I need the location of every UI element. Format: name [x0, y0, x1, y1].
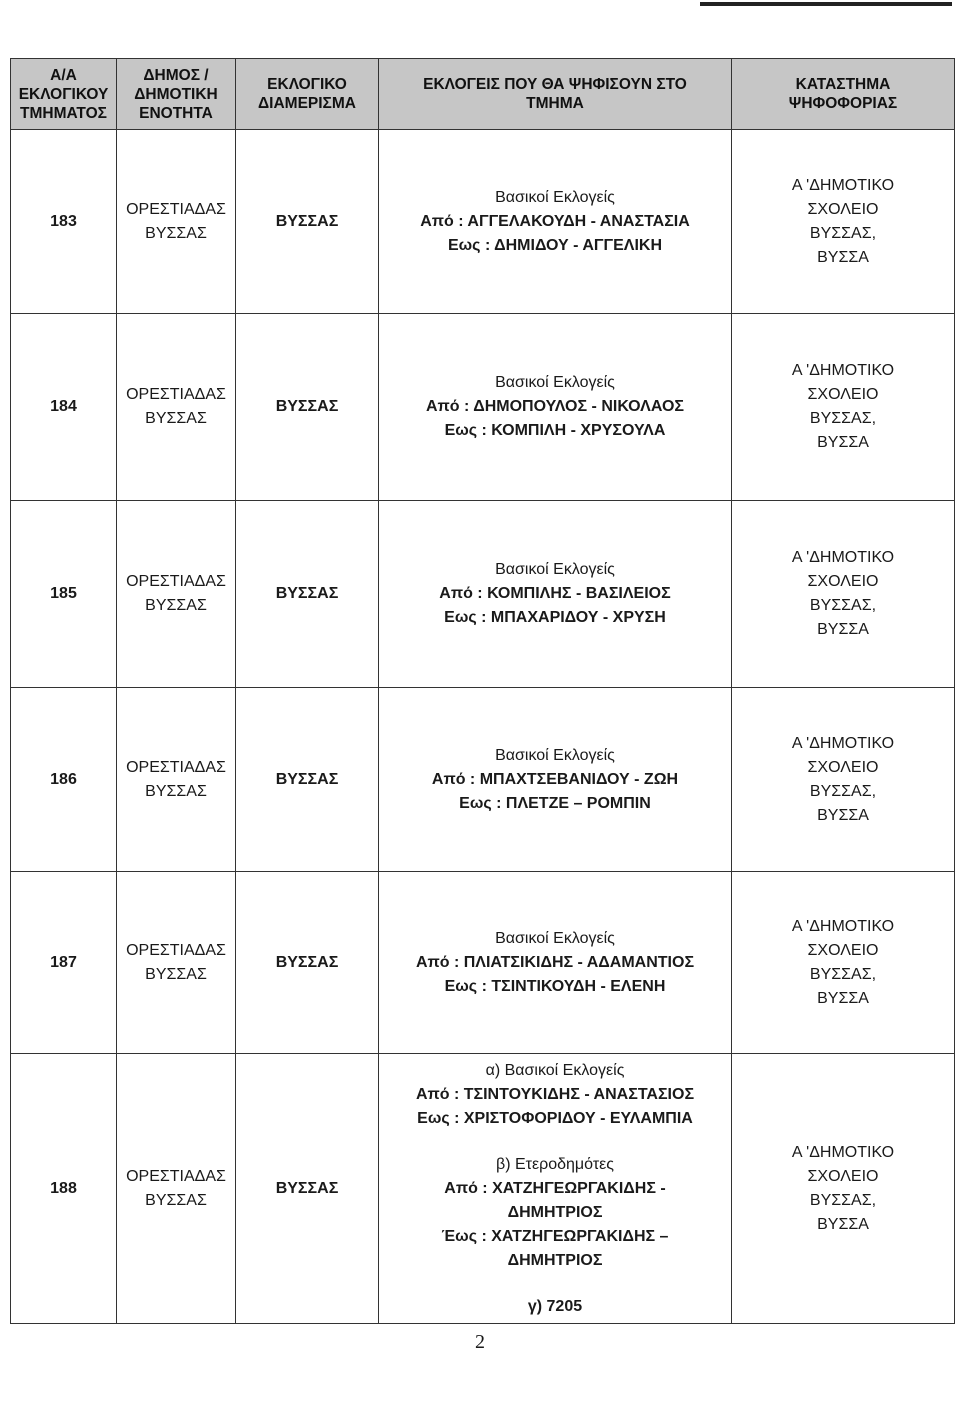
row-diamerisma: ΒΥΣΣΑΣ: [236, 130, 379, 314]
row-number: 188: [11, 1054, 117, 1324]
header-aa: Α/Α ΕΚΛΟΓΙΚΟΥ ΤΜΗΜΑΤΟΣ: [11, 59, 117, 130]
row-dimos: ΟΡΕΣΤΙΑΔΑΣ ΒΥΣΣΑΣ: [117, 1054, 236, 1324]
row-voters: Βασικοί Εκλογείς Από : ΜΠΑΧΤΣΕΒΑΝΙΔΟΥ - ΖΩΗ Εως : ΠΛΕΤΖΕ – ΡΟΜΠΙΝ: [379, 688, 732, 872]
table-row: [11, 130, 955, 314]
top-scan-line: [700, 2, 952, 6]
row-diamerisma: ΒΥΣΣΑΣ: [236, 314, 379, 501]
row-voters: Βασικοί Εκλογείς Από : ΔΗΜΟΠΟΥΛΟΣ - ΝΙΚΟΛΑΟΣ Εως : ΚΟΜΠΙΛΗ - ΧΡΥΣΟΥΛΑ: [379, 314, 732, 501]
table-row: [11, 501, 955, 688]
row-number: 183: [11, 130, 117, 314]
row-diamerisma: ΒΥΣΣΑΣ: [236, 688, 379, 872]
row-dimos: ΟΡΕΣΤΙΑΔΑΣ ΒΥΣΣΑΣ: [117, 688, 236, 872]
row-store: Α 'ΔΗΜΟΤΙΚΟ ΣΧΟΛΕΙΟ ΒΥΣΣΑΣ, ΒΥΣΣΑ: [732, 688, 955, 872]
row-store: Α 'ΔΗΜΟΤΙΚΟ ΣΧΟΛΕΙΟ ΒΥΣΣΑΣ, ΒΥΣΣΑ: [732, 1054, 955, 1324]
row-number: 187: [11, 872, 117, 1054]
row-dimos: ΟΡΕΣΤΙΑΔΑΣ ΒΥΣΣΑΣ: [117, 130, 236, 314]
table-row: [11, 872, 955, 1054]
table-row: [11, 688, 955, 872]
row-diamerisma: ΒΥΣΣΑΣ: [236, 872, 379, 1054]
row-voters: Βασικοί Εκλογείς Από : ΠΛΙΑΤΣΙΚΙΔΗΣ - ΑΔΑΜΑΝΤΙΟΣ Εως : ΤΣΙΝΤΙΚΟΥΔΗ - ΕΛΕΝΗ: [379, 872, 732, 1054]
row-voters: Βασικοί Εκλογείς Από : ΑΓΓΕΛΑΚΟΥΔΗ - ΑΝΑΣΤΑΣΙΑ Εως : ΔΗΜΙΔΟΥ - ΑΓΓΕΛΙΚΗ: [379, 130, 732, 314]
row-voters: Βασικοί Εκλογείς Από : ΚΟΜΠΙΛΗΣ - ΒΑΣΙΛΕΙΟΣ Εως : ΜΠΑΧΑΡΙΔΟΥ - ΧΡΥΣΗ: [379, 501, 732, 688]
row-store: Α 'ΔΗΜΟΤΙΚΟ ΣΧΟΛΕΙΟ ΒΥΣΣΑΣ, ΒΥΣΣΑ: [732, 872, 955, 1054]
header-diamerisma: ΕΚΛΟΓΙΚΟ ΔΙΑΜΕΡΙΣΜΑ: [236, 59, 379, 130]
header-dimos: ΔΗΜΟΣ / ΔΗΜΟΤΙΚΗ ΕΝΟΤΗΤΑ: [117, 59, 236, 130]
row-dimos: ΟΡΕΣΤΙΑΔΑΣ ΒΥΣΣΑΣ: [117, 872, 236, 1054]
header-store: ΚΑΤΑΣΤΗΜΑ ΨΗΦΟΦΟΡΙΑΣ: [732, 59, 955, 130]
row-store: Α 'ΔΗΜΟΤΙΚΟ ΣΧΟΛΕΙΟ ΒΥΣΣΑΣ, ΒΥΣΣΑ: [732, 501, 955, 688]
row-diamerisma: ΒΥΣΣΑΣ: [236, 501, 379, 688]
row-voters: α) Βασικοί Εκλογείς Από : ΤΣΙΝΤΟΥΚΙΔΗΣ - ΑΝΑΣΤΑΣΙΟΣ Εως : ΧΡΙΣΤΟΦΟΡΙΔΟΥ - ΕΥΛΑΜΠΙΑ β) Ετεροδημότες Από : ΧΑΤΖΗΓΕΩΡΓΑΚΙΔΗΣ - ΔΗΜΗΤΡΙΟΣ Έως : ΧΑΤΖΗΓΕΩΡΓΑΚΙΔΗΣ – ΔΗΜΗΤΡΙΟΣ γ) 7205: [379, 1054, 732, 1324]
row-store: Α 'ΔΗΜΟΤΙΚΟ ΣΧΟΛΕΙΟ ΒΥΣΣΑΣ, ΒΥΣΣΑ: [732, 314, 955, 501]
row-dimos: ΟΡΕΣΤΙΑΔΑΣ ΒΥΣΣΑΣ: [117, 314, 236, 501]
table-row: [11, 1054, 955, 1324]
row-number: 185: [11, 501, 117, 688]
polling-stations-table: [10, 58, 955, 1324]
page-number: 2: [475, 1331, 485, 1353]
table-header-row: [11, 59, 955, 130]
table-row: [11, 314, 955, 501]
row-diamerisma: ΒΥΣΣΑΣ: [236, 1054, 379, 1324]
row-dimos: ΟΡΕΣΤΙΑΔΑΣ ΒΥΣΣΑΣ: [117, 501, 236, 688]
row-number: 186: [11, 688, 117, 872]
row-store: Α 'ΔΗΜΟΤΙΚΟ ΣΧΟΛΕΙΟ ΒΥΣΣΑΣ, ΒΥΣΣΑ: [732, 130, 955, 314]
row-number: 184: [11, 314, 117, 501]
header-voters: ΕΚΛΟΓΕΙΣ ΠΟΥ ΘΑ ΨΗΦΙΣΟΥΝ ΣΤΟ ΤΜΗΜΑ: [379, 59, 732, 130]
